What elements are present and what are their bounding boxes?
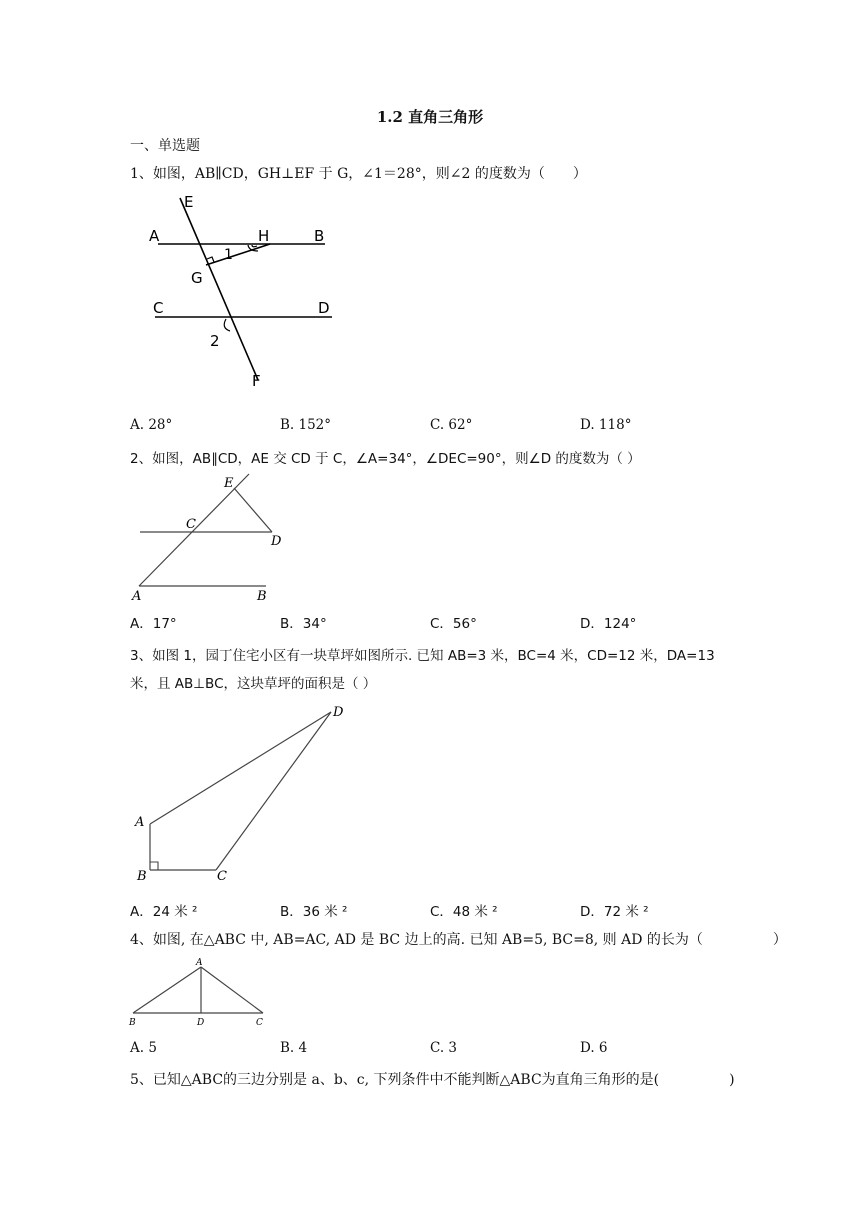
q1-option-a[interactable]: A. 28°: [130, 417, 173, 433]
q4-option-c[interactable]: C. 3: [430, 1040, 458, 1056]
document-title: 1.2 直角三角形: [376, 108, 484, 126]
question-3-figure: [130, 700, 355, 890]
q1-label-d: D: [318, 299, 330, 317]
q3-label-d: D: [333, 705, 344, 720]
q2-label-d: D: [271, 534, 282, 549]
q2-option-c[interactable]: C．56°: [430, 616, 477, 632]
q2-label-e: E: [224, 476, 234, 491]
question-3-text-line-1: 3、如图 1，园丁住宅小区有一块草坪如图所示. 已知 AB=3 米，BC=4 米，CD=12 米，DA=13: [130, 648, 715, 664]
q3-label-a: A: [135, 815, 145, 830]
q4-option-a[interactable]: A. 5: [130, 1040, 157, 1056]
q3-option-b[interactable]: B．36 米 ²: [280, 904, 348, 920]
q2-option-a[interactable]: A．17°: [130, 616, 177, 632]
question-4-text: 4、如图, 在△ABC 中, AB=AC, AD 是 BC 边上的高. 已知 AB=5, BC=8, 则 AD 的长为（ ）: [130, 932, 787, 948]
q4-label-c: C: [256, 1018, 263, 1028]
q2-label-a: A: [132, 589, 142, 604]
q3-option-c[interactable]: C．48 米 ²: [430, 904, 498, 920]
q3-option-a[interactable]: A．24 米 ²: [130, 904, 198, 920]
question-2-figure: [130, 470, 290, 605]
section-heading: 一、单选题: [130, 138, 200, 154]
q4-label-d: D: [197, 1018, 205, 1028]
q1-label-a: A: [149, 227, 160, 245]
q1-label-g: G: [191, 269, 203, 287]
q2-option-d[interactable]: D．124°: [580, 616, 637, 632]
q1-label-angle-2: 2: [210, 332, 220, 350]
question-1-text: 1、如图，AB∥CD，GH⊥EF 于 G，∠1＝28°，则∠2 的度数为（ ）: [130, 166, 587, 182]
q1-option-d[interactable]: D. 118°: [580, 417, 632, 433]
q3-option-d[interactable]: D．72 米 ²: [580, 904, 649, 920]
q1-label-angle-1: 1: [224, 247, 233, 263]
q4-label-a: A: [196, 958, 203, 968]
q1-label-h: H: [258, 227, 270, 245]
q3-label-b: B: [137, 869, 147, 884]
q1-label-e: E: [184, 193, 194, 211]
q1-option-b[interactable]: B. 152°: [280, 417, 332, 433]
question-1-figure: [140, 190, 350, 395]
question-4-figure: [125, 955, 270, 1030]
q4-label-b: B: [129, 1018, 136, 1028]
q1-label-f: F: [252, 372, 261, 390]
question-3-text-line-2: 米，且 AB⊥BC，这块草坪的面积是（ ）: [130, 676, 377, 692]
q3-label-c: C: [217, 869, 227, 884]
q2-option-b[interactable]: B．34°: [280, 616, 327, 632]
q1-label-c: C: [153, 299, 164, 317]
q2-label-c: C: [186, 517, 196, 532]
q1-label-b: B: [314, 227, 325, 245]
q4-option-d[interactable]: D. 6: [580, 1040, 608, 1056]
question-5-text: 5、已知△ABC的三边分别是 a、b、c, 下列条件中不能判断△ABC为直角三角形的是( ): [130, 1072, 735, 1088]
q4-option-b[interactable]: B. 4: [280, 1040, 308, 1056]
q1-option-c[interactable]: C. 62°: [430, 417, 473, 433]
question-2-text: 2、如图，AB∥CD，AE 交 CD 于 C，∠A=34°，∠DEC=90°，则∠D 的度数为（ ）: [130, 451, 641, 467]
q2-label-b: B: [257, 589, 267, 604]
